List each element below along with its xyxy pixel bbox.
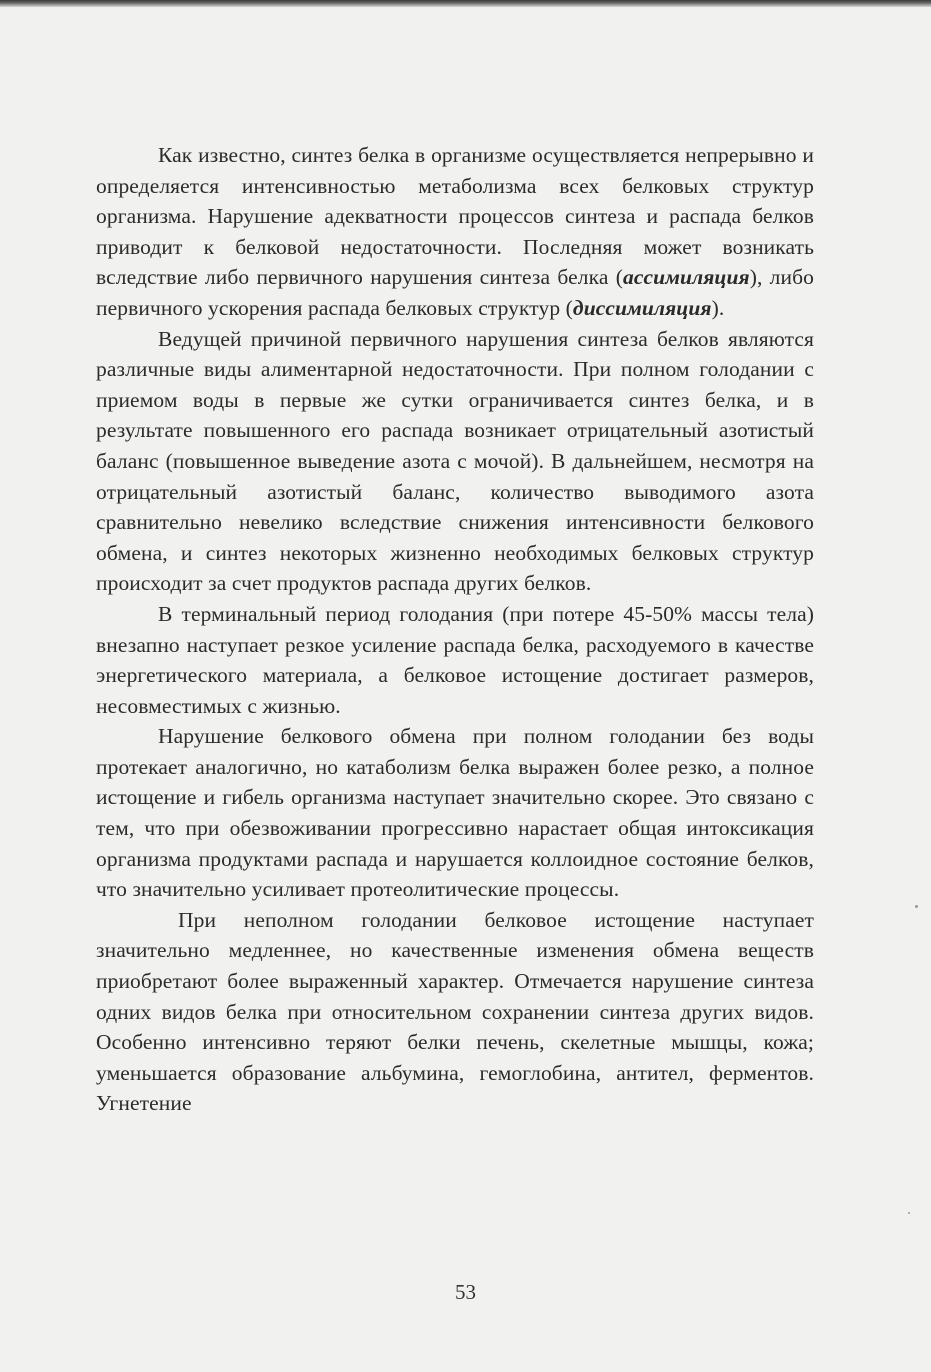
term-assimilation: ассимиляция bbox=[623, 265, 750, 290]
paragraph-5 bbox=[96, 905, 814, 1119]
paragraph-3 bbox=[96, 599, 814, 721]
paragraph-1-text-c: ). bbox=[711, 295, 725, 320]
scan-speck bbox=[908, 1212, 910, 1214]
term-dissimilation: диссимиляция bbox=[572, 295, 712, 320]
scan-top-edge bbox=[0, 0, 931, 7]
paragraph-2 bbox=[96, 324, 814, 599]
paragraph-1-text-b: ), либо первичного ускорения распада белковых структур ( bbox=[96, 265, 814, 320]
paragraph-5-text: При неполном голодании белковое истощение наступает значительно медленнее, но качественные изменения обмена веществ приобретают более выраженный характер. Отмечается нарушение синтеза одних видов белка при относительном сохранении синтеза других видов. Особенно интенсивно теряют белки печень, скелетные мышцы, кожа; уменьшается образование альбумина, гемоглобина, антител, ферментов. Угнетение bbox=[96, 907, 814, 1116]
paragraph-2-text: Ведущей причиной первичного нарушения синтеза белков являются различные виды алиментарной недостаточности. При полном голодании с приемом воды в первые же сутки ограничивается синтез белка, и в результате повышенного его распада возникает отрицательный азотистый баланс (повышенное выведение азота с мочой). В дальнейшем, несмотря на отрицательный азотистый баланс, количество выводимого азота сравнительно невелико вследствие снижения интенсивности белкового обмена, и синтез некоторых жизненно необходимых белковых структур происходит за счет продуктов распада других белков. bbox=[96, 326, 814, 596]
paragraph-1 bbox=[96, 140, 814, 324]
page-number: 53 bbox=[455, 1280, 476, 1304]
scan-speck bbox=[915, 905, 918, 908]
paragraph-4 bbox=[96, 721, 814, 905]
paragraph-4-text: Нарушение белкового обмена при полном голодании без воды протекает аналогично, но катаболизм белка выражен более резко, а полное истощение и гибель организма наступает значительно скорее. Это связано с тем, что при обезвоживании прогрессивно нарастает общая интоксикация организма продуктами распада и нарушается коллоидное состояние белков, что значительно усиливает протеолитические процессы. bbox=[96, 724, 814, 902]
paragraph-1-text-a: Как известно, синтез белка в организме осуществляется непрерывно и определяется интенсивностью метаболизма всех белковых структур организма. Нарушение адекватности процессов синтеза и распада белков приводит к белковой недостаточности. Последняя может возникать вследствие либо первичного нарушения синтеза белка ( bbox=[96, 143, 814, 290]
page-body bbox=[96, 140, 814, 1119]
paragraph-3-text: В терминальный период голодания (при потере 45-50% массы тела) внезапно наступает резкое усиление распада белка, расходуемого в качестве энергетического материала, а белковое истощение достигает размеров, несовместимых с жизнью. bbox=[96, 601, 814, 718]
